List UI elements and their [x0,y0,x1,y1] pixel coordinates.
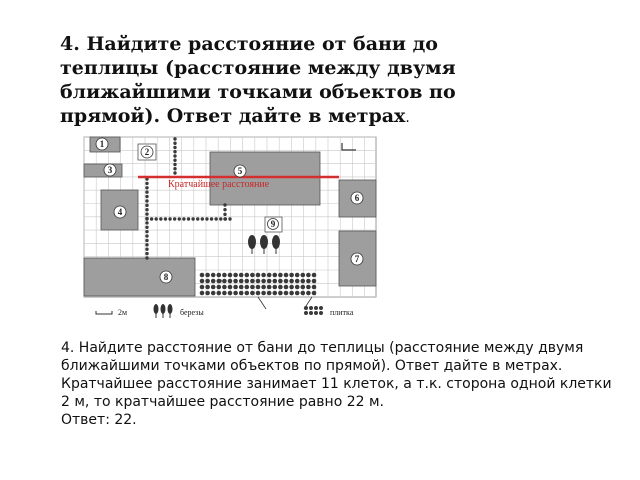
tile-dot [245,273,250,278]
path-dot [164,217,167,220]
tile-dot [222,285,227,290]
path-dot [145,195,148,198]
path-dot [145,226,148,229]
tile-dot [217,291,222,296]
path-dot [145,234,148,237]
tile-dot [261,291,266,296]
object-8-building [84,258,195,296]
tile-dot [267,273,272,278]
tile-dot [250,279,255,284]
path-dot [145,256,148,259]
tile-dot [239,291,244,296]
tile-dot [273,285,278,290]
plan-legend [96,304,354,318]
tile-dot [228,279,233,284]
tile-dot [306,285,311,290]
path-dot [191,217,194,220]
path-dot [182,217,185,220]
tile-dot [284,291,289,296]
tile-legend-dot [314,311,318,315]
tile-dot [205,285,210,290]
tile-legend-dot [319,311,323,315]
tile-dot [295,285,300,290]
path-dot [173,159,176,162]
tile-dot [312,279,317,284]
tile-dot [256,285,261,290]
object-number-9: 9 [270,219,276,229]
tile-dot [245,291,250,296]
path-dot [168,217,171,220]
tile-dot [233,279,238,284]
tile-dot [267,279,272,284]
path-dot [145,248,148,251]
tile-dot [228,285,233,290]
tile-dot [245,279,250,284]
answer-result: Ответ: 22. [61,412,137,428]
path-dot [150,217,153,220]
tile-dot [301,273,306,278]
object-number-7: 7 [354,254,360,264]
tile-dot [228,273,233,278]
path-dot [145,199,148,202]
tile-dot [273,291,278,296]
path-dot [173,150,176,153]
path-dot [145,212,148,215]
tile-dot [289,285,294,290]
tile-dot [256,273,261,278]
tile-dot [284,273,289,278]
tile-dot [245,285,250,290]
tile-dot [200,279,205,284]
tile-legend-dot [314,306,318,310]
tile-legend-dot [304,311,308,315]
path-dot [145,208,148,211]
tile-legend-dot [309,311,313,315]
path-dot [187,217,190,220]
tile-dot [261,279,266,284]
tile-dot [239,273,244,278]
tile-dot [200,273,205,278]
tile-dot [233,291,238,296]
path-dot [145,186,148,189]
tile-legend-label: плитка [330,308,354,317]
tile-dot [289,273,294,278]
tile-dot [306,273,311,278]
path-dot [145,230,148,233]
path-dot [145,204,148,207]
path-dot [223,208,226,211]
tile-dot [289,279,294,284]
path-dot [223,217,226,220]
tile-dot [278,291,283,296]
object-number-4: 4 [117,207,123,217]
path-dot [223,203,226,206]
tile-dot [222,279,227,284]
tile-dot [261,273,266,278]
tile-dot [217,279,222,284]
tile-dot [278,285,283,290]
tile-dot [278,273,283,278]
tile-dot [200,291,205,296]
tile-dot [261,285,266,290]
tile-dot [295,291,300,296]
tile-legend-dot [319,306,323,310]
tile-dot [211,291,216,296]
tile-dot [250,285,255,290]
scale-bar [96,311,112,314]
tile-dot [273,279,278,284]
tile-dot [306,291,311,296]
question-title [60,32,530,130]
tile-dot [205,279,210,284]
path-dot [173,154,176,157]
tile-dot [256,279,261,284]
answer-explanation: Кратчайшее расстояние занимает 11 клеток, а т.к. сторона одной клетки 2 м, то кратчайшее расстояние равно 22 м. [61,376,612,410]
scale-label: 2м [118,308,128,317]
path-dot [173,167,176,170]
path-dot [155,217,158,220]
birch-legend-icon [154,304,173,318]
tile-dot [301,291,306,296]
birch-legend-label: березы [180,308,204,317]
path-dot [214,217,217,220]
tile-dot [211,285,216,290]
path-dot [145,252,148,255]
path-dot [178,217,181,220]
tile-dot [301,279,306,284]
object-number-5: 5 [237,166,243,176]
path-dot [210,217,213,220]
tile-dot [306,279,311,284]
tile-dot [211,273,216,278]
tile-dot [239,285,244,290]
answer-question: 4. Найдите расстояние от бани до теплицы (расстояние между двумя ближайшими точками объектов по прямой). Ответ дайте в метрах. [61,340,584,374]
tile-dot [233,273,238,278]
shortest-distance-label: Кратчайшее расстояние [168,179,270,190]
tile-dot [217,285,222,290]
tile-dot [312,285,317,290]
object-number-1: 1 [99,139,105,149]
tile-dot [228,291,233,296]
tile-dot [289,291,294,296]
tile-dot [211,279,216,284]
legend-pointer-left [258,297,266,309]
tile-dot [301,285,306,290]
tile-dot [284,279,289,284]
path-dot [173,217,176,220]
tile-dot [200,285,205,290]
object-number-2: 2 [144,147,150,157]
tile-dot [217,273,222,278]
question-text: 4. Найдите расстояние от бани до теплицы (расстояние между двумя ближайшими точками объектов по прямой). Ответ дайте в метрах [60,33,456,127]
path-dot [205,217,208,220]
path-dot [173,171,176,174]
path-dot [223,213,226,216]
path-dot [145,239,148,242]
path-dot [201,217,204,220]
tile-dot [267,285,272,290]
path-dot [173,163,176,166]
answer-block [61,339,621,429]
tile-dot [205,273,210,278]
tile-dot [239,279,244,284]
path-dot [173,142,176,145]
site-plan [80,133,380,325]
tile-dot [312,273,317,278]
tile-dot [273,273,278,278]
path-dot [159,217,162,220]
path-dot [219,217,222,220]
path-dot [145,243,148,246]
tile-dot [295,273,300,278]
question-title-end: . [405,110,410,126]
object-number-6: 6 [354,193,360,203]
path-dot [228,217,231,220]
path-dot [145,221,148,224]
path-dot [145,217,148,220]
tile-dot [295,279,300,284]
object-number-8: 8 [163,272,169,282]
tile-dot [205,291,210,296]
tile-dot [267,291,272,296]
path-dot [173,146,176,149]
tile-dot [250,291,255,296]
path-dot [145,182,148,185]
tile-dot [222,291,227,296]
tile-dot [250,273,255,278]
tile-dot [222,273,227,278]
tile-legend-dot [309,306,313,310]
tile-dot [312,291,317,296]
path-dot [145,190,148,193]
tile-dot [278,279,283,284]
object-number-3: 3 [107,165,113,175]
path-dot [173,137,176,140]
tile-legend-dot [304,306,308,310]
tile-dot [284,285,289,290]
path-dot [196,217,199,220]
tile-legend-icon [304,306,323,315]
tile-dot [233,285,238,290]
tile-dot [256,291,261,296]
